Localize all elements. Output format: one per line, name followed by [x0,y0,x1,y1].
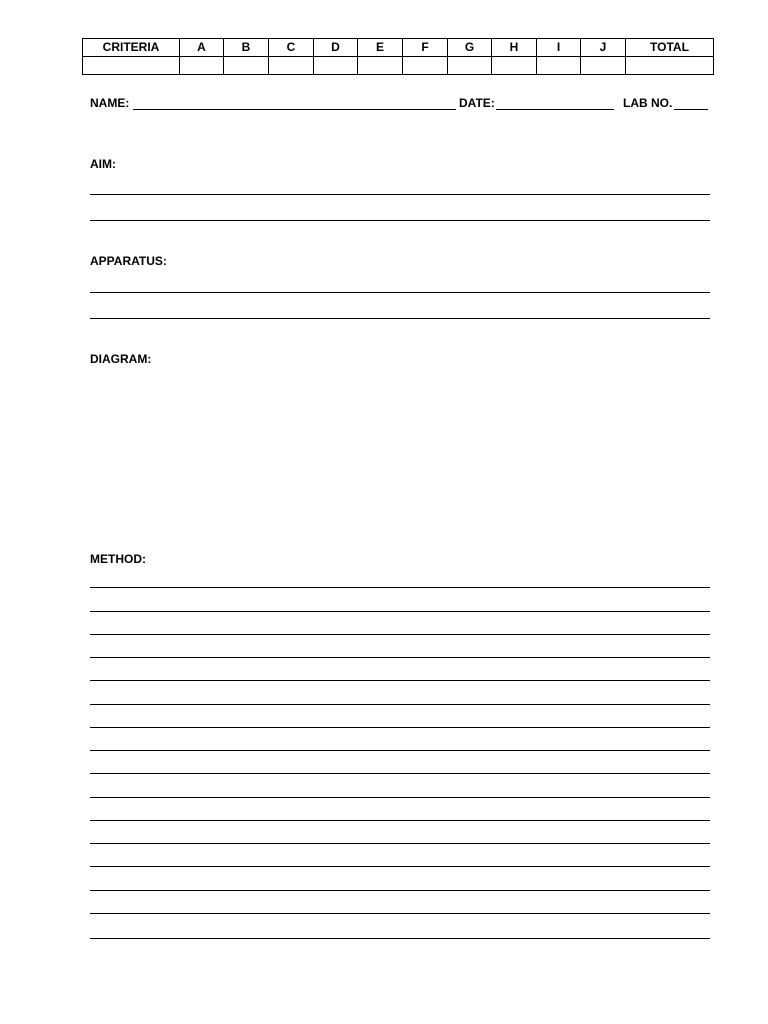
method-writing-line[interactable] [90,611,710,612]
method-writing-line[interactable] [90,750,710,751]
criteria-score-cell[interactable] [358,57,403,75]
method-writing-line[interactable] [90,727,710,728]
criteria-score-cell[interactable] [314,57,358,75]
diagram-area[interactable] [90,372,710,542]
date-label: DATE: [459,96,495,110]
diagram-heading: DIAGRAM: [90,352,152,366]
aim-writing-line[interactable] [90,220,710,221]
criteria-score-cell[interactable] [269,57,314,75]
lab-no-field[interactable] [674,109,708,110]
aim-heading: AIM: [90,157,116,171]
date-field[interactable] [496,109,614,110]
method-writing-line[interactable] [90,820,710,821]
criteria-score-cell[interactable] [626,57,714,75]
criteria-score-cell[interactable] [492,57,537,75]
criteria-header-cell: A [180,39,224,57]
criteria-score-cell[interactable] [180,57,224,75]
criteria-header-cell: F [403,39,448,57]
criteria-header-cell: E [358,39,403,57]
criteria-header-row [83,39,714,57]
criteria-header-cell: C [269,39,314,57]
method-heading: METHOD: [90,552,146,566]
criteria-score-cell[interactable] [581,57,626,75]
method-writing-line[interactable] [90,773,710,774]
method-writing-line[interactable] [90,657,710,658]
method-writing-line[interactable] [90,890,710,891]
method-writing-line[interactable] [90,634,710,635]
criteria-score-cell[interactable] [448,57,492,75]
criteria-header-cell: D [314,39,358,57]
method-writing-line[interactable] [90,843,710,844]
method-writing-line[interactable] [90,938,710,939]
method-writing-line[interactable] [90,797,710,798]
apparatus-writing-line[interactable] [90,318,710,319]
criteria-header-cell: G [448,39,492,57]
criteria-header-cell: H [492,39,537,57]
name-field[interactable] [133,109,456,110]
criteria-score-cell[interactable] [403,57,448,75]
header-fields-row [90,96,710,112]
criteria-table [82,38,714,75]
criteria-header-cell: TOTAL [626,39,714,57]
criteria-header-cell: I [537,39,581,57]
lab-no-label: LAB NO. [623,96,673,110]
criteria-score-row [83,57,714,75]
aim-writing-line[interactable] [90,194,710,195]
apparatus-writing-line[interactable] [90,292,710,293]
name-label: NAME: [90,96,130,110]
criteria-header-cell: CRITERIA [83,39,180,57]
criteria-header-cell: B [224,39,269,57]
criteria-header-cell: J [581,39,626,57]
criteria-score-cell[interactable] [224,57,269,75]
apparatus-heading: APPARATUS: [90,254,167,268]
method-writing-line[interactable] [90,680,710,681]
method-writing-line[interactable] [90,913,710,914]
method-writing-line[interactable] [90,587,710,588]
method-writing-line[interactable] [90,704,710,705]
method-writing-line[interactable] [90,866,710,867]
criteria-score-cell[interactable] [537,57,581,75]
criteria-score-cell[interactable] [83,57,180,75]
